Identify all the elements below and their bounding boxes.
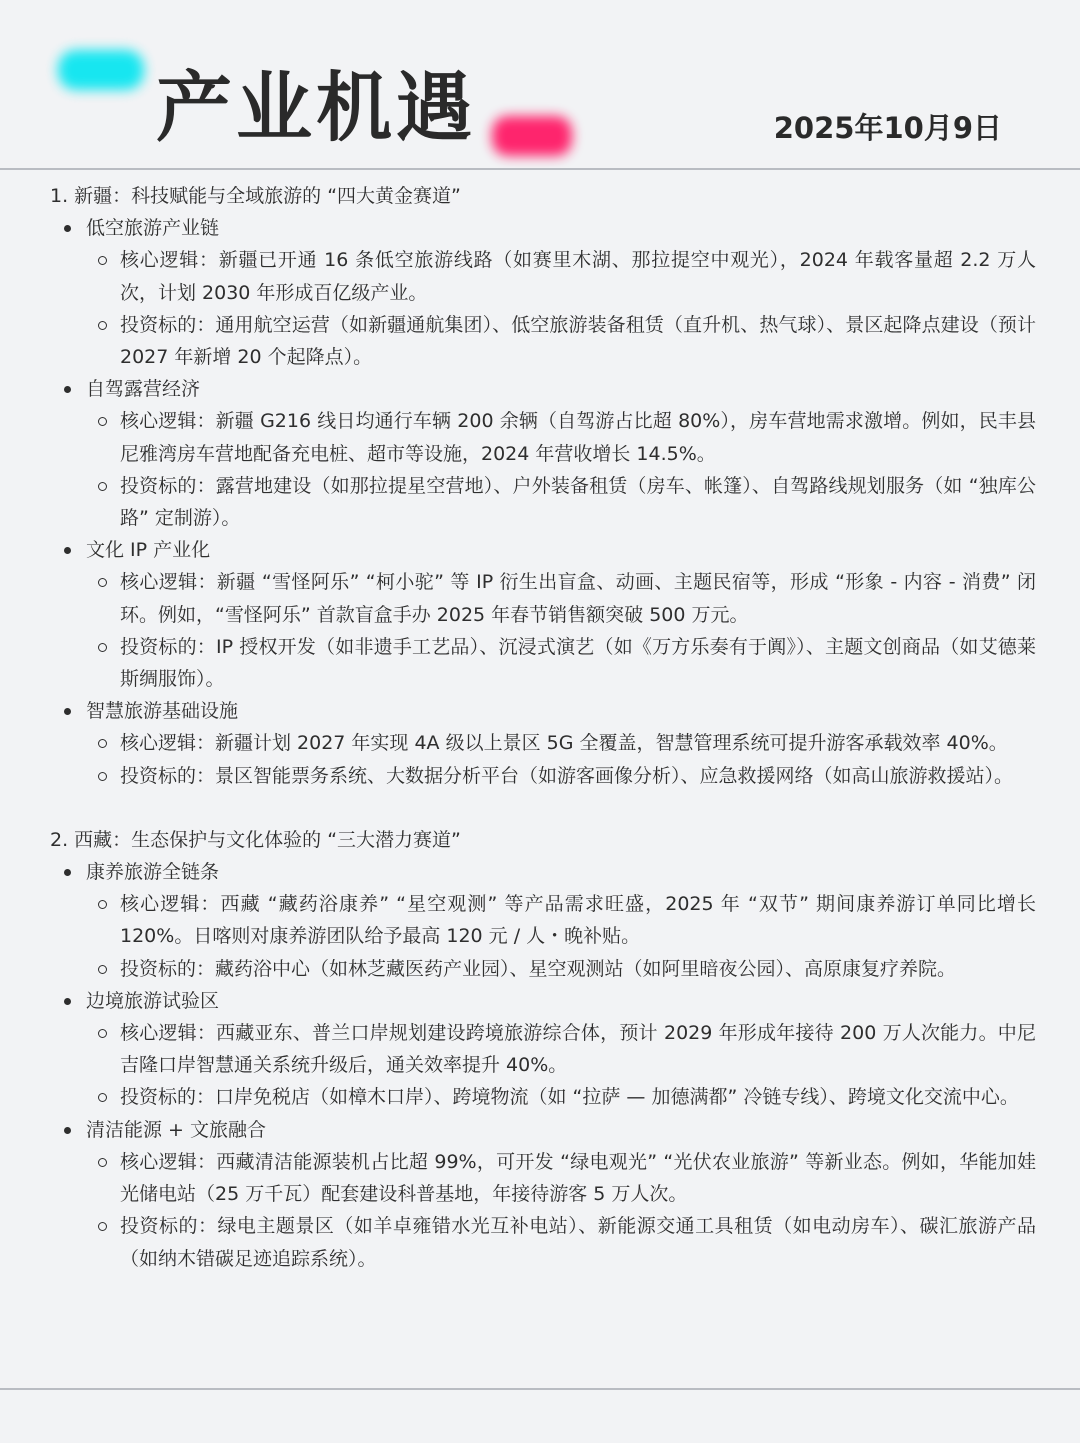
sub-bullet-item xyxy=(0,1210,1080,1274)
sub-bullet-item xyxy=(0,631,1080,695)
sub-bullet-text: 投资标的：通用航空运营（如新疆通航集团）、低空旅游装备租赁（直升机、热气球）、景区起降点建设（预计 2027 年新增 20 个起降点）。 xyxy=(120,313,1036,369)
circle-bullet-icon xyxy=(98,739,107,748)
circle-bullet-icon xyxy=(98,1029,107,1038)
sub-bullet-item xyxy=(0,470,1080,534)
circle-bullet-icon xyxy=(98,1222,107,1231)
sub-bullet-text: 核心逻辑：西藏清洁能源装机占比超 99%，可开发 “绿电观光” “光伏农业旅游” 等新业态。例如，华能加娃光储电站（25 万千瓦）配套建设科普基地，年接待游客 5 万人次。 xyxy=(120,1150,1036,1206)
sub-bullet-item xyxy=(0,309,1080,373)
sub-bullet-item xyxy=(0,888,1080,952)
bullet-item xyxy=(0,212,1080,244)
bullet-dot-icon xyxy=(64,1127,71,1134)
sub-bullet-text: 核心逻辑：新疆 G216 线日均通行车辆 200 余辆（自驾游占比超 80%），房车营地需求激增。例如，民丰县尼雅湾房车营地配备充电桩、超市等设施，2024 年营收增长 14.5%。 xyxy=(120,410,1036,465)
page-title: 产业机遇 xyxy=(156,63,476,152)
sub-bullet-item xyxy=(0,953,1080,985)
bullet-label: 清洁能源 + 文旅融合 xyxy=(86,1118,266,1141)
section-title: 1. 新疆：科技赋能与全域旅游的 “四大黄金赛道” xyxy=(50,185,461,207)
sub-bullet-item xyxy=(0,1017,1080,1081)
sub-bullet-item xyxy=(0,1081,1080,1113)
sub-bullet-text: 核心逻辑：西藏亚东、普兰口岸规划建设跨境旅游综合体，预计 2029 年形成年接待 200 万人次能力。中尼吉隆口岸智慧通关系统升级后，通关效率提升 40%。 xyxy=(120,1022,1036,1077)
circle-bullet-icon xyxy=(98,578,107,587)
bullet-item xyxy=(0,1114,1080,1146)
sub-bullet-item xyxy=(0,244,1080,308)
bullet-dot-icon xyxy=(64,869,71,876)
circle-bullet-icon xyxy=(98,900,107,909)
circle-bullet-icon xyxy=(98,256,107,265)
bullet-item xyxy=(0,534,1080,566)
sub-bullet-item xyxy=(0,760,1080,792)
circle-bullet-icon xyxy=(98,482,107,491)
bullet-label: 康养旅游全链条 xyxy=(86,861,220,884)
circle-bullet-icon xyxy=(98,417,107,426)
sub-bullet-text: 核心逻辑：新疆已开通 16 条低空旅游线路（如赛里木湖、那拉提空中观光），2024 年载客量超 2.2 万人次，计划 2030 年形成百亿级产业。 xyxy=(120,249,1036,304)
sub-bullet-text: 核心逻辑：西藏 “藏药浴康养” “星空观测” 等产品需求旺盛，2025 年 “双节” 期间康养游订单同比增长 120%。日喀则对康养游团队给予最高 120 元 / 人・晚补贴。 xyxy=(120,893,1036,948)
sub-bullet-text: 投资标的：绿电主题景区（如羊卓雍错水光互补电站）、新能源交通工具租赁（如电动房车）、碳汇旅游产品（如纳木错碳足迹追踪系统）。 xyxy=(120,1215,1036,1270)
circle-bullet-icon xyxy=(98,321,107,330)
sub-bullet-text: 投资标的：口岸免税店（如樟木口岸）、跨境物流（如 “拉萨 — 加德满都” 冷链专线）、跨境文化交流中心。 xyxy=(120,1086,1019,1109)
sub-bullet-text: 核心逻辑：新疆 “雪怪阿乐” “柯小驼” 等 IP 衍生出盲盒、动画、主题民宿等，形成 “形象 - 内容 - 消费” 闭环。例如，“雪怪阿乐” 首款盲盒手办 2025 年春节销售额突破 500 万元。 xyxy=(120,571,1036,626)
section-title: 2. 西藏：生态保护与文化体验的 “三大潜力赛道” xyxy=(50,828,461,851)
top-divider xyxy=(0,168,1080,170)
sub-bullet-text: 核心逻辑：新疆计划 2027 年实现 4A 级以上景区 5G 全覆盖，智慧管理系统可提升游客承载效率 40%。 xyxy=(120,732,1008,755)
pink-accent-blob xyxy=(492,116,572,156)
circle-bullet-icon xyxy=(98,772,107,781)
header xyxy=(0,0,1080,168)
circle-bullet-icon xyxy=(98,1158,107,1167)
sub-bullet-text: 投资标的：IP 授权开发（如非遗手工艺品）、沉浸式演艺（如《万方乐奏有于阗》）、主题文创商品（如艾德莱斯绸服饰）。 xyxy=(120,635,1036,691)
bullet-dot-icon xyxy=(64,708,71,715)
cyan-accent-blob xyxy=(58,50,144,90)
bullet-item xyxy=(0,695,1080,727)
bullet-label: 低空旅游产业链 xyxy=(86,217,220,240)
bullet-dot-icon xyxy=(64,386,71,393)
circle-bullet-icon xyxy=(98,965,107,974)
article-body xyxy=(0,180,1080,1275)
bullet-label: 自驾露营经济 xyxy=(86,378,201,401)
bullet-label: 边境旅游试验区 xyxy=(86,989,220,1012)
bullet-item xyxy=(0,373,1080,405)
section-gap xyxy=(0,792,1080,824)
sub-bullet-text: 投资标的：露营地建设（如那拉提星空营地）、户外装备租赁（房车、帐篷）、自驾路线规划服务（如 “独库公路” 定制游）。 xyxy=(120,474,1036,530)
sub-bullet-item xyxy=(0,566,1080,630)
bullet-item xyxy=(0,856,1080,888)
bullet-dot-icon xyxy=(64,547,71,554)
bullet-item xyxy=(0,985,1080,1017)
sub-bullet-item xyxy=(0,1146,1080,1210)
bullet-dot-icon xyxy=(64,225,71,232)
sub-bullet-text: 投资标的：景区智能票务系统、大数据分析平台（如游客画像分析）、应急救援网络（如高山旅游救援站）。 xyxy=(120,764,1014,787)
circle-bullet-icon xyxy=(98,1093,107,1102)
bullet-label: 智慧旅游基础设施 xyxy=(86,700,239,723)
sub-bullet-text: 投资标的：藏药浴中心（如林芝藏医药产业园）、星空观测站（如阿里暗夜公园）、高原康复疗养院。 xyxy=(120,957,957,980)
sub-bullet-item xyxy=(0,405,1080,469)
page-date: 2025年10月9日 xyxy=(773,111,1002,145)
sub-bullet-item xyxy=(0,727,1080,759)
bullet-dot-icon xyxy=(64,998,71,1005)
bullet-label: 文化 IP 产业化 xyxy=(86,539,211,562)
bottom-divider xyxy=(0,1388,1080,1390)
circle-bullet-icon xyxy=(98,643,107,652)
